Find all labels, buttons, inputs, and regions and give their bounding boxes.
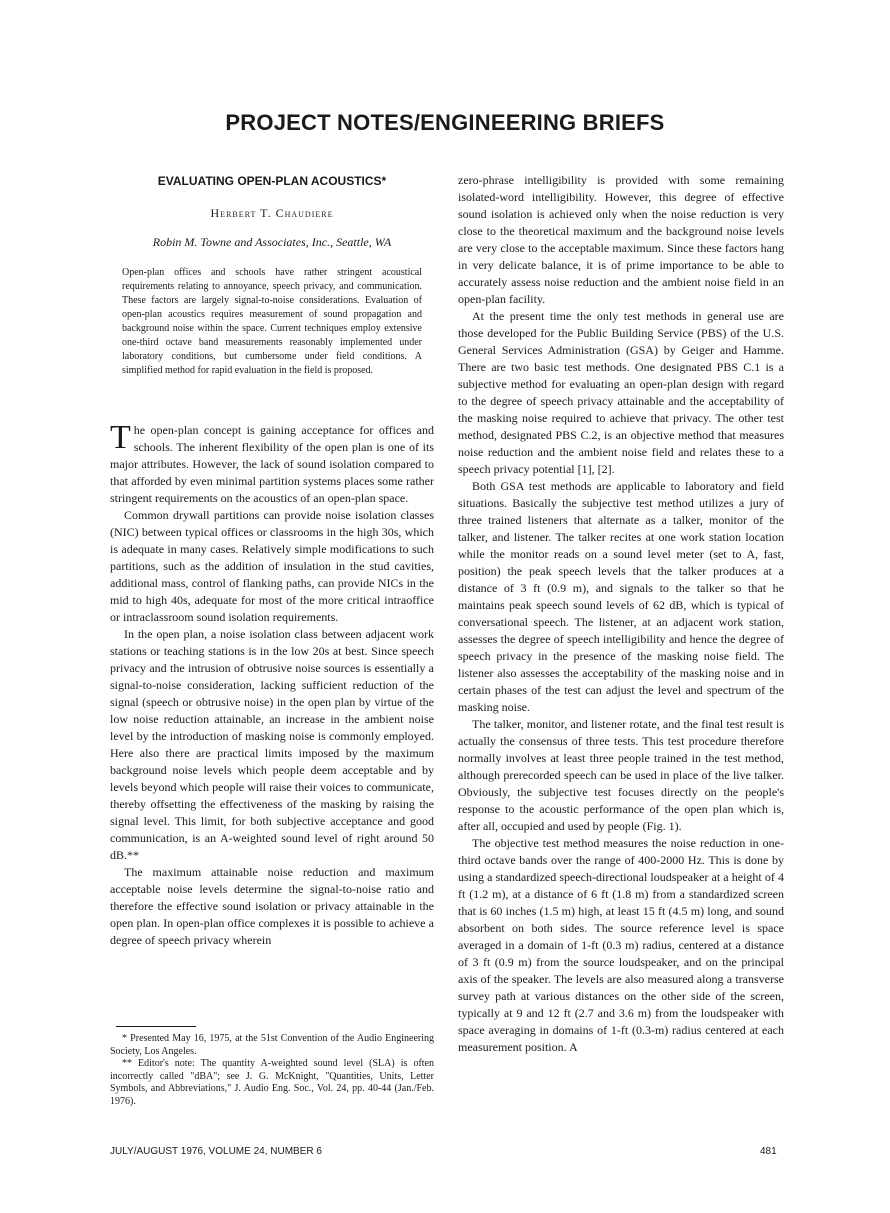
body-paragraph: In the open plan, a noise isolation class between adjacent work stations or teaching stations is in the low 20s at best. Since speech privacy and the intrusion of obtrusive noise sources is essentially a signal-to-noise consideration, lacking sufficient reduction of the signal (speech or obtrusive noise) in the open plan by virtue of the low noise reduction attainable, an increase in the ambient noise level by the introduction of masking noise is commonly employed. Here also there are practical limits imposed by the maximum background noise levels which people deem acceptable and by levels beyond which people will raise their voices to communicate, thereby offsetting the effectiveness of the masking by raising the signal level. This limit, for both subjective acceptance and good communication, is an A-weighted sound level of right around 50 dB.** — [110, 627, 434, 862]
body-paragraph — [110, 419, 434, 507]
body-paragraph: zero-phrase intelligibility is provided with some remaining isolated-word intelligibility. However, this degree of effective sound isolation is achieved only when the noise reduction is very close to the theoretical maximum and the background noise levels are very close to the acceptable maximum. Since these factors hang in very delicate balance, it is of prime importance to be able to accurately assess noise reduction and the ambient noise field in an open-plan facility. — [458, 173, 784, 306]
author-affiliation: Robin M. Towne and Associates, Inc., Seattle, WA — [152, 235, 392, 249]
footnotes — [110, 1026, 434, 1108]
body-paragraph: Both GSA test methods are applicable to laboratory and field situations. Basically the subjective test method utilizes a jury of three trained listeners that alternate as a talker, monitor of the talker, and listener. The talker recites at one work station location while the monitor reads on a sound level meter (set to A, fast, position) the peak speech levels that the talker produces at a distance of 3 ft (0.9 m), and signals to the talker so that he maintains peak speech sound levels of 62 dB, which is typical of conversational speech. The listener, at an adjacent work station, assesses the degree of speech intelligibility and hence the degree of speech privacy in the presence of the masking noise field. The listener also assesses the acceptability of the masking noise and in certain phases of the test can adjust the level and spectrum of the masking noise. — [458, 479, 784, 714]
left-column — [110, 172, 434, 949]
footnote: * Presented May 16, 1975, at the 51st Convention of the Audio Engineering Society, Los Angeles. — [110, 1033, 434, 1057]
body-paragraph: The maximum attainable noise reduction and maximum acceptable noise levels determine the signal-to-noise ratio and therefore the effective sound isolation or privacy attainable in the open plan. In open-plan office complexes it is possible to achieve a degree of speech privacy wherein — [110, 865, 434, 947]
page-number: 481 — [760, 1146, 777, 1157]
body-paragraph: Common drywall partitions can provide noise isolation classes (NIC) between typical offices or classrooms in the high 30s, which is adequate in many cases. Relatively simple modifications to such partitions, such as the addition of insulation in the stud cavities, additional mass, control of flanking paths, can provide NICs in the mid to high 40s, adequate for most of the more critical intraoffice or intraclassroom sound isolation requirements. — [110, 508, 434, 624]
abstract: Open-plan offices and schools have rather stringent acoustical requirements relating to annoyance, speech privacy, and communication. These factors are largely signal-to-noise considerations. Evaluation of open-plan acoustics requires measurement of sound propagation and background noise within the space. Current techniques employ extensive one-third octave band measurements reasonably implemented under laboratory conditions, but cumbersome under field conditions. A simplified method for rapid evaluation in the field is proposed. — [122, 267, 422, 376]
paragraph-text: he open-plan concept is gaining acceptance for offices and schools. The inherent flexibility of the open plan is one of its major attributes. However, the lack of sound isolation compared to that afforded by even minimal partition systems places some rather stringent requirements on the acoustics of an open-plan space. — [110, 423, 434, 505]
body-paragraph: At the present time the only test methods in general use are those developed for the Public Building Service (PBS) of the U.S. General Services Administration (GSA) by Geiger and Hamme. There are two basic test methods. One designated PBS C.1 is a subjective method for evaluating an open-plan design with regard to the degree of speech privacy attainable and the acceptability of the masking noise required to achieve that privacy. The other test method, designated PBS C.2, is an objective method that measures noise reduction and the ambient noise field and relates these to a speech privacy potential [1], [2]. — [458, 309, 784, 476]
article-title: EVALUATING OPEN-PLAN ACOUSTICS* — [157, 174, 387, 188]
right-column — [458, 172, 784, 1056]
author-name: Herbert T. Chaudiere — [210, 206, 334, 220]
footnote: ** Editor's note: The quantity A-weighted sound level (SLA) is often incorrectly called "dBA"; see J. G. McKnight, "Quantities, Units, Letter Symbols, and Abbreviations," J. Audio Eng. Soc., Vol. 24, pp. 40-44 (Jan./Feb. 1976). — [110, 1058, 434, 1107]
journal-issue: JULY/AUGUST 1976, VOLUME 24, NUMBER 6 — [110, 1146, 322, 1157]
footnote-rule — [116, 1026, 196, 1027]
page-header: PROJECT NOTES/ENGINEERING BRIEFS — [225, 110, 665, 135]
body-paragraph: The talker, monitor, and listener rotate, and the final test result is actually the consensus of three tests. This test procedure therefore normally involves at least three people trained in the test method, although prerecorded speech can be used in place of the live talker. Obviously, the subjective test focuses directly on the people's response to the acoustic performance of the open plan which is, after all, occupied and used by people (Fig. 1). — [458, 717, 784, 833]
body-paragraph: The objective test method measures the noise reduction in one-third octave bands over the range of 400-2000 Hz. This is done by using a standardized speech-directional loudspeaker at a height of 4 ft (1.2 m), at a distance of 6 ft (1.8 m) from a standardized screen that is 60 inches (1.5 m) high, at least 15 ft (4.5 m) long, and sound absorbent on both sides. The source reference level is space averaged in a domain of 1-ft (0.3 m) radius, centered at a distance of 3 ft (0.9 m) from the source loudspeaker, and on the principal axis of the speaker. The levels are also measured along a transverse survey path at various distances on the other side of the screen, typically at 9 and 12 ft (2.7 and 3.6 m) from the loudspeaker with space averaging in domains of 1-ft (0.3-m) radius centered at each measurement position. A — [458, 836, 784, 1054]
drop-cap: T — [110, 419, 131, 456]
